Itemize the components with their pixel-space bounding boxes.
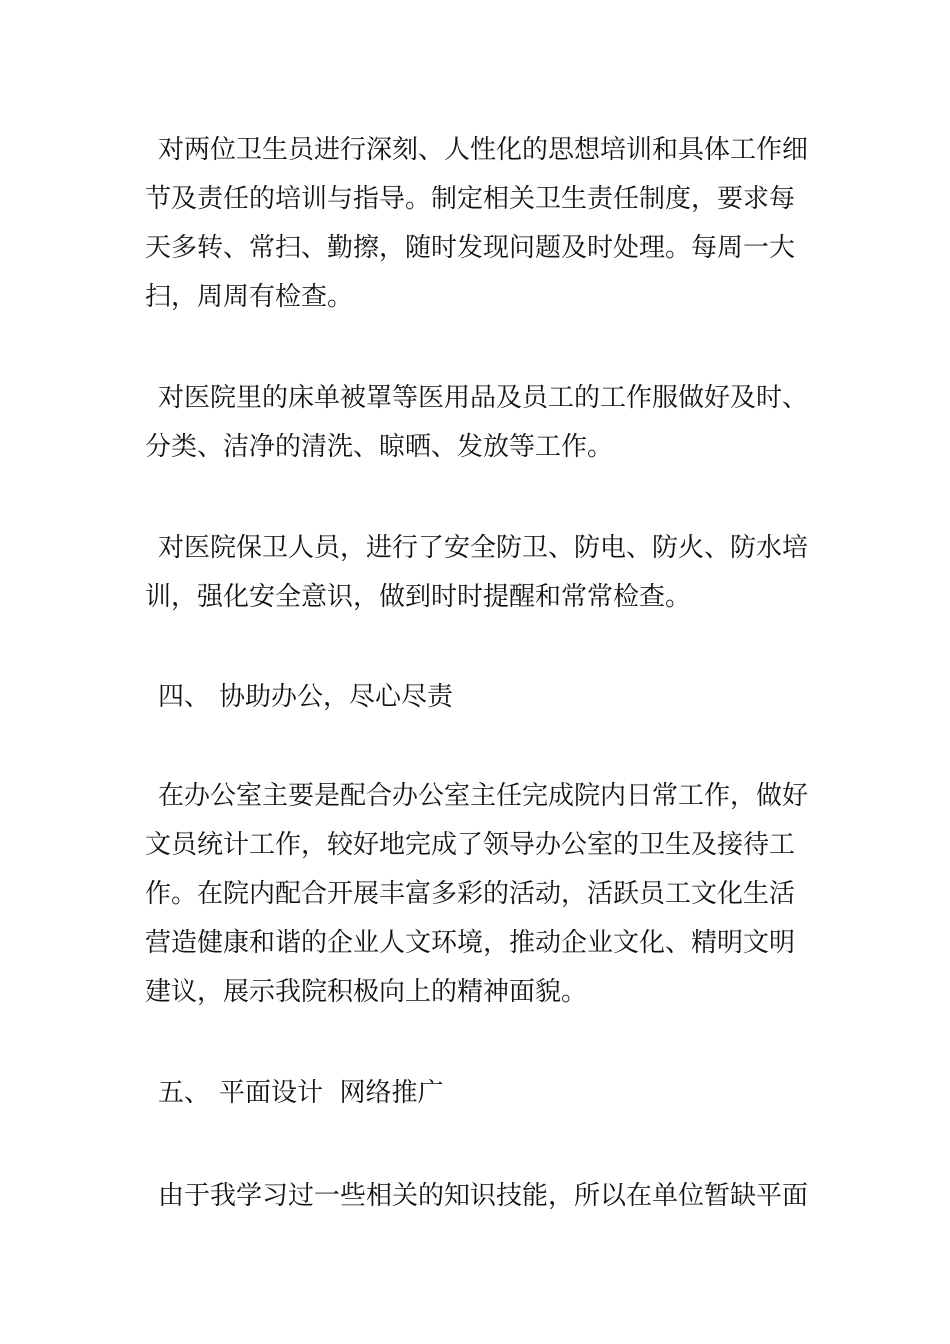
- section-heading-office-assistance: [145, 673, 453, 722]
- section-heading-graphic-design: [145, 1069, 444, 1118]
- paragraph-line: 营造健康和谐的企业人文环境，推动企业文化、精明文明: [145, 928, 796, 958]
- paragraph-line: 天多转、常扫、勤擦，随时发现问题及时处理。每周一大: [145, 233, 796, 263]
- paragraph-security-training: [145, 524, 810, 622]
- paragraph-line: 作。在院内配合开展丰富多彩的活动，活跃员工文化生活: [145, 879, 796, 909]
- paragraph-line: 对医院保卫人员，进行了安全防卫、防电、防火、防水培: [158, 533, 809, 563]
- paragraph-line: 分类、洁净的清洗、晾晒、发放等工作。: [145, 432, 614, 462]
- paragraph-line: 节及责任的培训与指导。制定相关卫生责任制度，要求每: [145, 184, 796, 214]
- paragraph-line: 由于我学习过一些相关的知识技能，所以在单位暂缺平面: [158, 1181, 809, 1211]
- paragraph-line: 文员统计工作，较好地完成了领导办公室的卫生及接待工: [145, 830, 796, 860]
- paragraph-line: 在办公室主要是配合办公室主任完成院内日常工作，做好: [158, 781, 809, 811]
- paragraph-design-skills: [145, 1172, 810, 1221]
- paragraph-line: 训，强化安全意识，做到时时提醒和常常检查。: [145, 582, 692, 612]
- section-number: 五、: [158, 1078, 211, 1108]
- paragraph-line: 对医院里的床单被罩等医用品及员工的工作服做好及时、: [158, 383, 809, 413]
- paragraph-line: 扫，周周有检查。: [145, 282, 354, 312]
- paragraph-laundry: [145, 374, 810, 472]
- paragraph-line: 对两位卫生员进行深刻、人性化的思想培训和具体工作细: [158, 135, 809, 165]
- paragraph-hygiene-training: [145, 126, 810, 322]
- section-title: 平面设计 网络推广: [219, 1078, 444, 1108]
- section-number: 四、: [158, 682, 211, 712]
- paragraph-line: 建议，展示我院积极向上的精神面貌。: [145, 977, 588, 1007]
- section-title: 协助办公，尽心尽责: [219, 682, 454, 712]
- paragraph-office-work: [145, 772, 810, 1017]
